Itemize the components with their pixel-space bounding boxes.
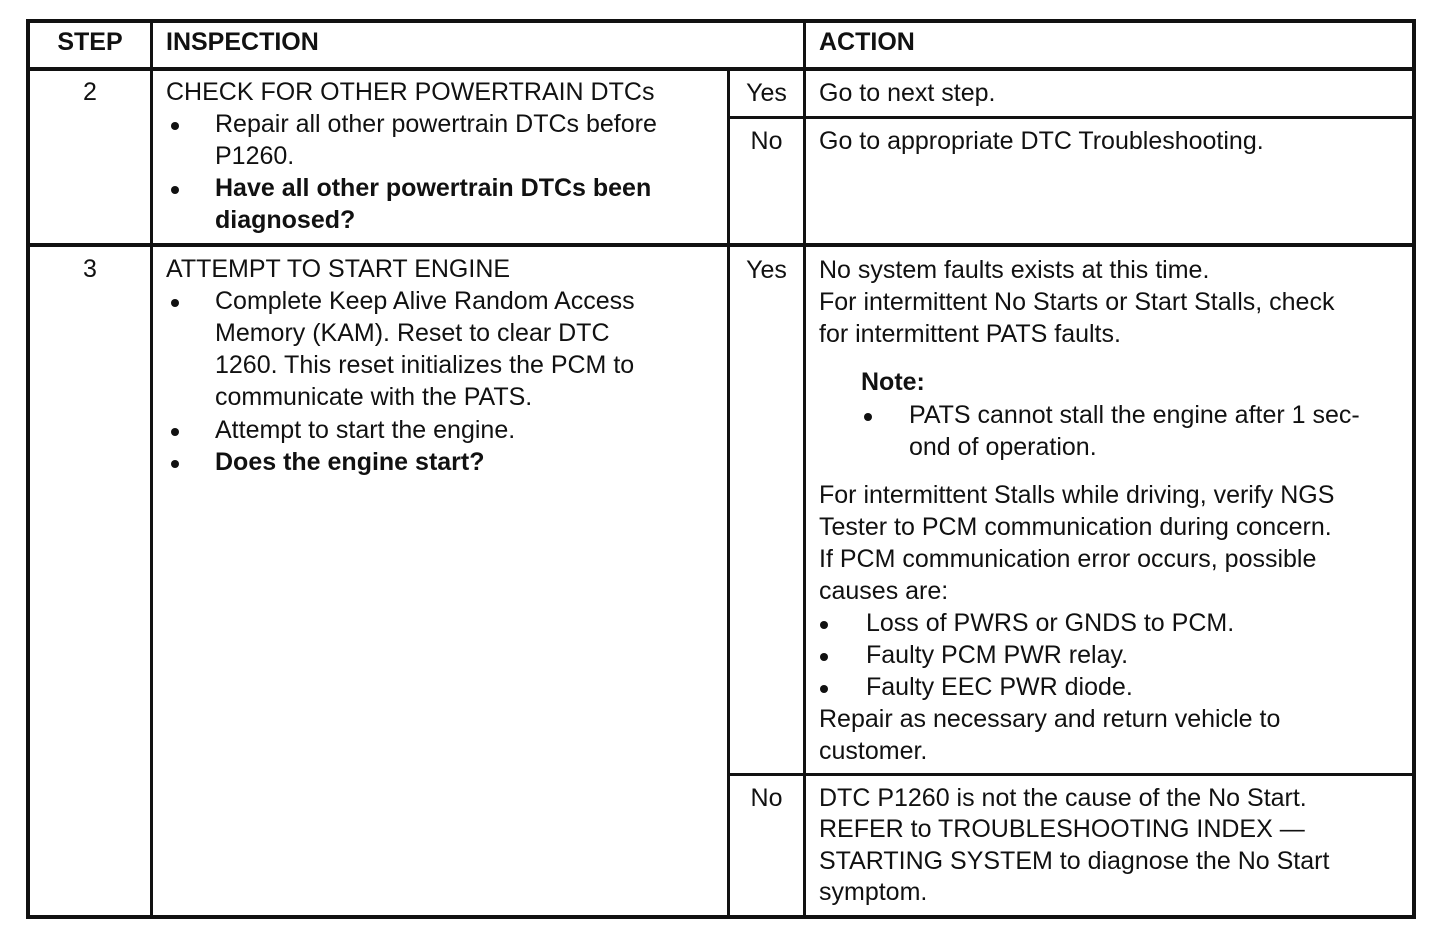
bullet-icon	[171, 428, 179, 436]
yes-no-rule-step2	[730, 116, 1412, 119]
inspection-bullet-line: communicate with the PATS.	[215, 383, 533, 411]
answer-yes-label: Yes	[746, 256, 787, 284]
bullet-icon	[171, 299, 179, 307]
yes-action-line: Go to next step.	[819, 79, 996, 107]
header-rule	[30, 67, 1412, 71]
yes-no-rule-step3	[730, 773, 1412, 776]
inspection-bullet-line: Complete Keep Alive Random Access	[215, 287, 635, 315]
header-action: ACTION	[819, 28, 915, 56]
bullet-icon	[820, 685, 828, 693]
step-number: 3	[83, 255, 97, 283]
header-step: STEP	[57, 28, 123, 56]
yes-action-line: Tester to PCM communication during concern.	[819, 513, 1332, 541]
step-column-rule	[150, 23, 153, 915]
inspection-bullet-line: 1260. This reset initializes the PCM to	[215, 351, 635, 379]
action-column-rule	[803, 23, 806, 915]
inspection-bullet-line: Attempt to start the engine.	[215, 416, 516, 444]
inspection-bullet-line: P1260.	[215, 142, 295, 170]
yes-action-line: No system faults exists at this time.	[819, 256, 1210, 284]
yes-action-line: If PCM communication error occurs, possible	[819, 545, 1317, 573]
inspection-title: ATTEMPT TO START ENGINE	[166, 255, 511, 283]
no-action-line: STARTING SYSTEM to diagnose the No Start	[819, 847, 1330, 875]
inspection-question-line: Have all other powertrain DTCs been	[215, 174, 652, 202]
inspection-bullet-line: Repair all other powertrain DTCs before	[215, 110, 657, 138]
inspection-title: CHECK FOR OTHER POWERTRAIN DTCs	[166, 78, 655, 106]
no-action-line: Go to appropriate DTC Troubleshooting.	[819, 127, 1264, 155]
yes-action-line: For intermittent No Starts or Start Stalls, check	[819, 288, 1335, 316]
inspection-bullet-line: Memory (KAM). Reset to clear DTC	[215, 319, 610, 347]
cause-item: Loss of PWRS or GNDS to PCM.	[866, 609, 1235, 637]
header-inspection: INSPECTION	[166, 28, 319, 56]
yes-action-line: For intermittent Stalls while driving, verify NGS	[819, 481, 1335, 509]
yes-action-line: for intermittent PATS faults.	[819, 320, 1121, 348]
cause-item: Faulty EEC PWR diode.	[866, 673, 1133, 701]
inspection-question-line: Does the engine start?	[215, 448, 485, 476]
bullet-icon	[864, 413, 872, 421]
bullet-icon	[171, 460, 179, 468]
answer-no-label: No	[750, 127, 783, 155]
row-rule	[30, 243, 1412, 247]
yes-action-line: causes are:	[819, 577, 949, 605]
yes-action-line: Repair as necessary and return vehicle to	[819, 705, 1281, 733]
note-bullet-line: PATS cannot stall the engine after 1 sec-	[909, 401, 1360, 429]
bullet-icon	[171, 122, 179, 130]
inspection-question-line: diagnosed?	[215, 206, 356, 234]
answer-yes-label: Yes	[746, 79, 787, 107]
answer-no-label: No	[750, 784, 783, 812]
bullet-icon	[820, 621, 828, 629]
bullet-icon	[820, 653, 828, 661]
bullet-icon	[171, 186, 179, 194]
yes-action-line: customer.	[819, 737, 928, 765]
step-number: 2	[83, 78, 97, 106]
no-action-line: DTC P1260 is not the cause of the No Start.	[819, 784, 1307, 812]
no-action-line: REFER to TROUBLESHOOTING INDEX —	[819, 815, 1305, 843]
cause-item: Faulty PCM PWR relay.	[866, 641, 1129, 669]
no-action-line: symptom.	[819, 878, 928, 906]
note-bullet-line: ond of operation.	[909, 433, 1097, 461]
note-label: Note:	[861, 368, 925, 396]
